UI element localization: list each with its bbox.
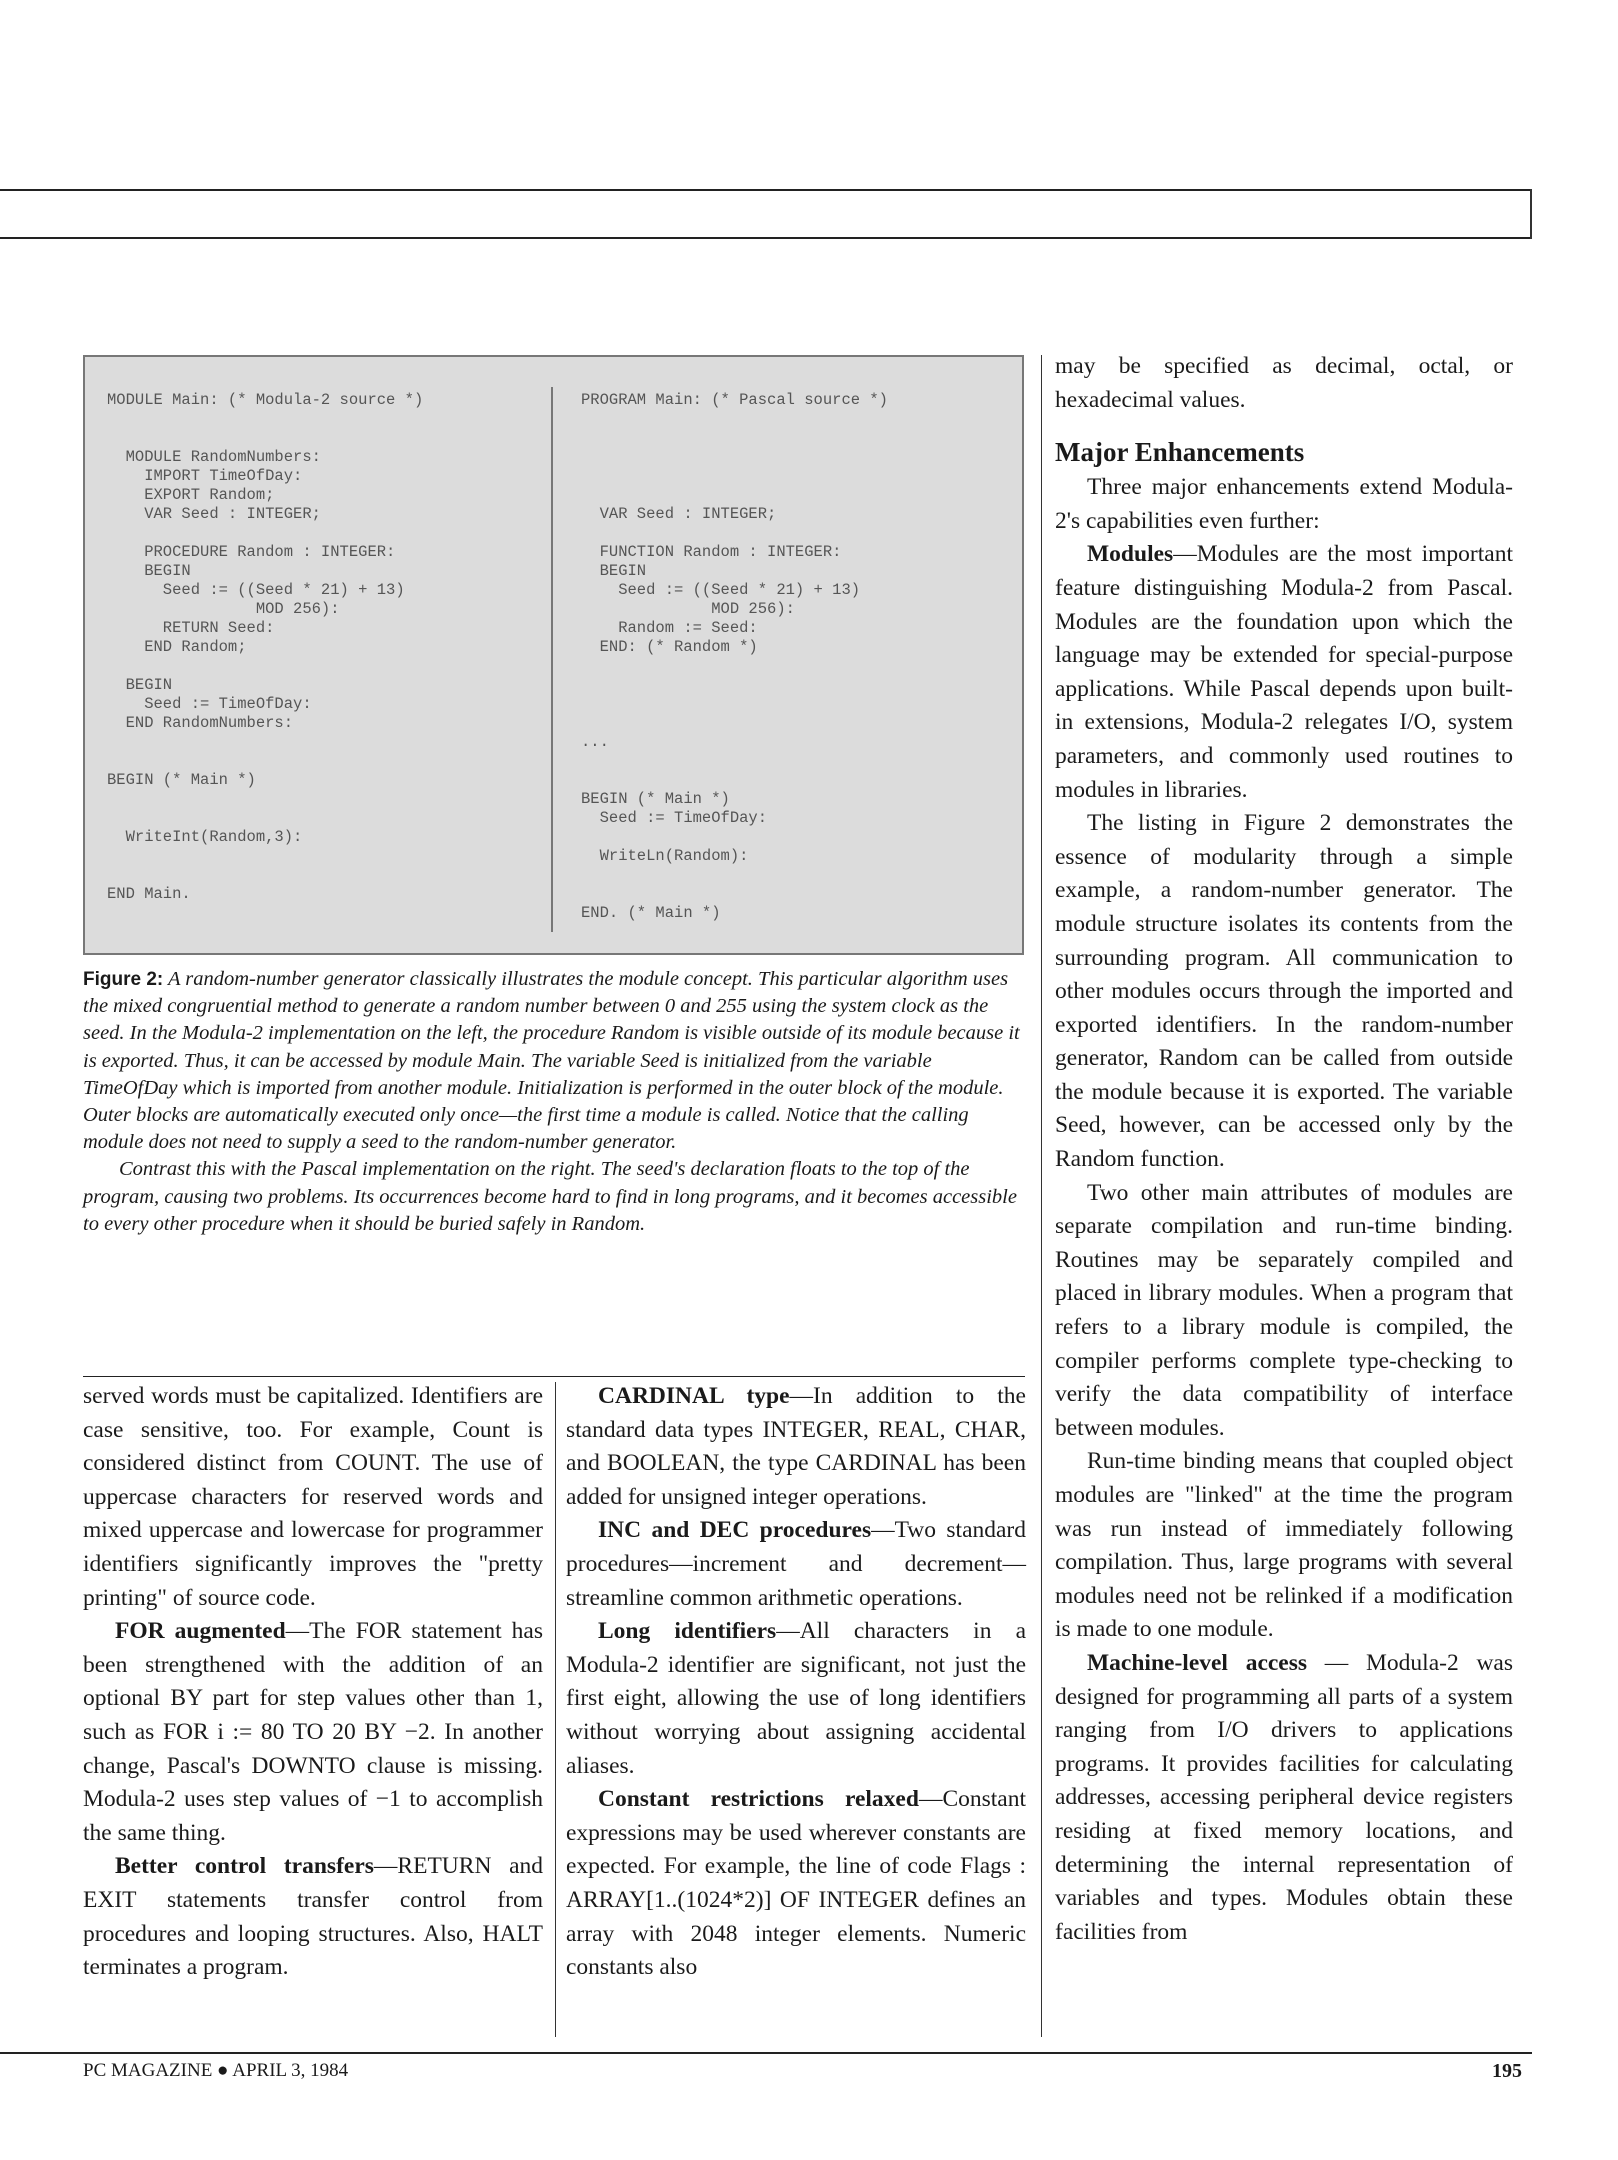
- run-in-heading: FOR augmented: [115, 1618, 286, 1645]
- caption-text: A random-number generator classically illustrates the module concept. This particular algorithm uses the mixed congruential method to generate a random number between 0 and 255 using the system clock as the seed. In the Modula-2 implementation on the left, the procedure Random is visible outside of its module because it is exported. Thus, it can be accessed by module Main. The variable Seed is initialized from the variable TimeOfDay which is imported from another module. Initialization is performed in the outer block of the module. Outer blocks are automatically executed only once—the first time a module is called. Notice that the calling module does not need to supply a seed to the random-number generator.: [83, 968, 1020, 1154]
- run-in-heading: INC and DEC procedures: [598, 1517, 872, 1544]
- paragraph-text: —The FOR statement has been strengthened with the addition of an optional BY part for step values other than 1, such as FOR i := 80 TO 20 BY −2. In another change, Pascal's DOWNTO clause is missing. Modula-2 uses step values of −1 to accomplish the same thing.: [83, 1618, 543, 1846]
- paragraph: [83, 1615, 543, 1850]
- run-in-heading: Long identifiers: [598, 1618, 777, 1645]
- run-in-heading: Constant restrictions relaxed: [598, 1786, 919, 1813]
- paragraph-text: —In addition to the standard data types INTEGER, REAL, CHAR, and BOOLEAN, the type CARDINAL has been added for unsigned integer operations.: [566, 1383, 1026, 1510]
- paragraph: [566, 1615, 1026, 1783]
- section-heading: Major Enhancements: [1055, 437, 1305, 468]
- figure-label: Figure 2:: [83, 969, 164, 990]
- figure-caption: [83, 966, 1023, 1238]
- column-3: [1055, 350, 1513, 1949]
- paragraph: Two other main attributes of modules are separate compilation and run-time binding. Routines may be separately compiled and placed in library modules. When a program that refers to a library module is compiled, the compiler performs complete type-checking to verify the data compatibility of interface between modules.: [1055, 1179, 1513, 1441]
- paragraph-text: —Two standard procedures—increment and decrement—streamline common arithmetic operations.: [566, 1517, 1027, 1611]
- column-divider-1: [555, 1382, 556, 2037]
- caption-text-2: Contrast this with the Pascal implementation on the right. The seed's declaration floats to the top of the program, causing two problems. Its occurrences become hard to find in long programs, and it becomes accessible to every other procedure when it should be buried safely in Random.: [83, 1158, 1017, 1235]
- paragraph: served words must be capitalized. Identifiers are case sensitive, too. For example, Count is considered distinct from COUNT. The use of uppercase characters for reserved words and mixed uppercase and lowercase for programmer identifiers significantly improves the "pretty printing" of source code.: [83, 1383, 543, 1611]
- paragraph: Three major enhancements extend Modula-2's capabilities even further:: [1055, 474, 1513, 534]
- paragraph: [1055, 1647, 1513, 1949]
- run-in-heading: Modules: [1087, 541, 1174, 568]
- paragraph-text: —RETURN and EXIT statements transfer control from procedures and looping structures. Also, HALT terminates a program.: [83, 1853, 544, 1981]
- header-rule: [0, 237, 1532, 239]
- pascal-code: PROGRAM Main: (* Pascal source *) VAR Seed : INTEGER; FUNCTION Random : INTEGER: BEGIN Seed := ((Seed * 21) + 13) MOD 256): Random := Seed: END: (* Random *) ... BEGIN (* Main *) Seed := TimeOfDay: WriteLn(Random): END. (* Main *): [581, 391, 888, 922]
- paragraph: [1055, 538, 1513, 807]
- publication-info: PC MAGAZINE ● APRIL 3, 1984: [83, 2060, 349, 2081]
- paragraph-text: —All characters in a Modula-2 identifier are significant, not just the first eight, allowing the use of long identifiers without worrying about assigning accidental aliases.: [566, 1618, 1027, 1779]
- paragraph-text: —Constant expressions may be used wherever constants are expected. For example, the line of code Flags : ARRAY[1..(1024*2)] OF INTEGER defines an array with 2048 integer elements. Numeric constants also: [566, 1786, 1026, 1981]
- column-divider-2: [1041, 355, 1042, 2037]
- paragraph: [83, 1850, 543, 1984]
- run-in-heading: CARDINAL type: [598, 1383, 790, 1409]
- page-number: 195: [1492, 2060, 1522, 2082]
- top-rule: [0, 189, 1532, 191]
- run-in-heading: Machine-level access: [1087, 1649, 1308, 1676]
- header-border: [1530, 189, 1532, 239]
- paragraph: [566, 1783, 1026, 1985]
- caption-rule: [83, 1376, 1025, 1377]
- paragraph-text: —Modules are the most important feature distinguishing Modula-2 from Pascal. Modules are the foundation upon which the language may be extended for special-purpose applications. While Pascal depends upon built-in extensions, Modula-2 relegates I/O, system parameters, and commonly used routines to modules in libraries.: [1055, 541, 1513, 803]
- column-2: [566, 1380, 1026, 1985]
- run-in-heading: Better control transfers: [115, 1853, 374, 1880]
- paragraph: Run-time binding means that coupled object modules are "linked" at the time the program was run instead of immediately following compilation. Thus, large programs with several modules need not be relinked if a modification is made to one module.: [1055, 1448, 1513, 1643]
- footer-rule: [0, 2052, 1532, 2054]
- paragraph: [566, 1514, 1026, 1615]
- figure-2-listing: [83, 355, 1024, 955]
- listing-divider: [551, 387, 553, 932]
- modula-2-code: MODULE Main: (* Modula-2 source *) MODULE RandomNumbers: IMPORT TimeOfDay: EXPORT Random; VAR Seed : INTEGER; PROCEDURE Random : INTEGER: BEGIN Seed := ((Seed * 21) + 13) MOD 256): RETURN Seed: END Random; BEGIN Seed := TimeOfDay: END RandomNumbers: BEGIN (* Main *) WriteInt(Random,3): END Main.: [107, 391, 424, 903]
- paragraph: [566, 1380, 1026, 1514]
- column-1: [83, 1380, 543, 1985]
- paragraph: The listing in Figure 2 demonstrates the essence of modularity through a simple example, a random-number generator. The module structure isolates its contents from the surrounding program. All communication to other modules occurs through the imported and exported identifiers. In the random-number generator, Random can be called from outside the module because it is exported. The variable Seed, however, can be accessed only by the Random function.: [1055, 810, 1513, 1173]
- paragraph: may be specified as decimal, octal, or hexadecimal values.: [1055, 353, 1513, 413]
- paragraph-text: — Modula-2 was designed for programming all parts of a system ranging from I/O drivers to applications programs. It provides facilities for calculating addresses, accessing peripheral device registers residing at fixed memory locations, and determining the internal representation of variables and types. Modules obtain these facilities from: [1055, 1649, 1513, 1945]
